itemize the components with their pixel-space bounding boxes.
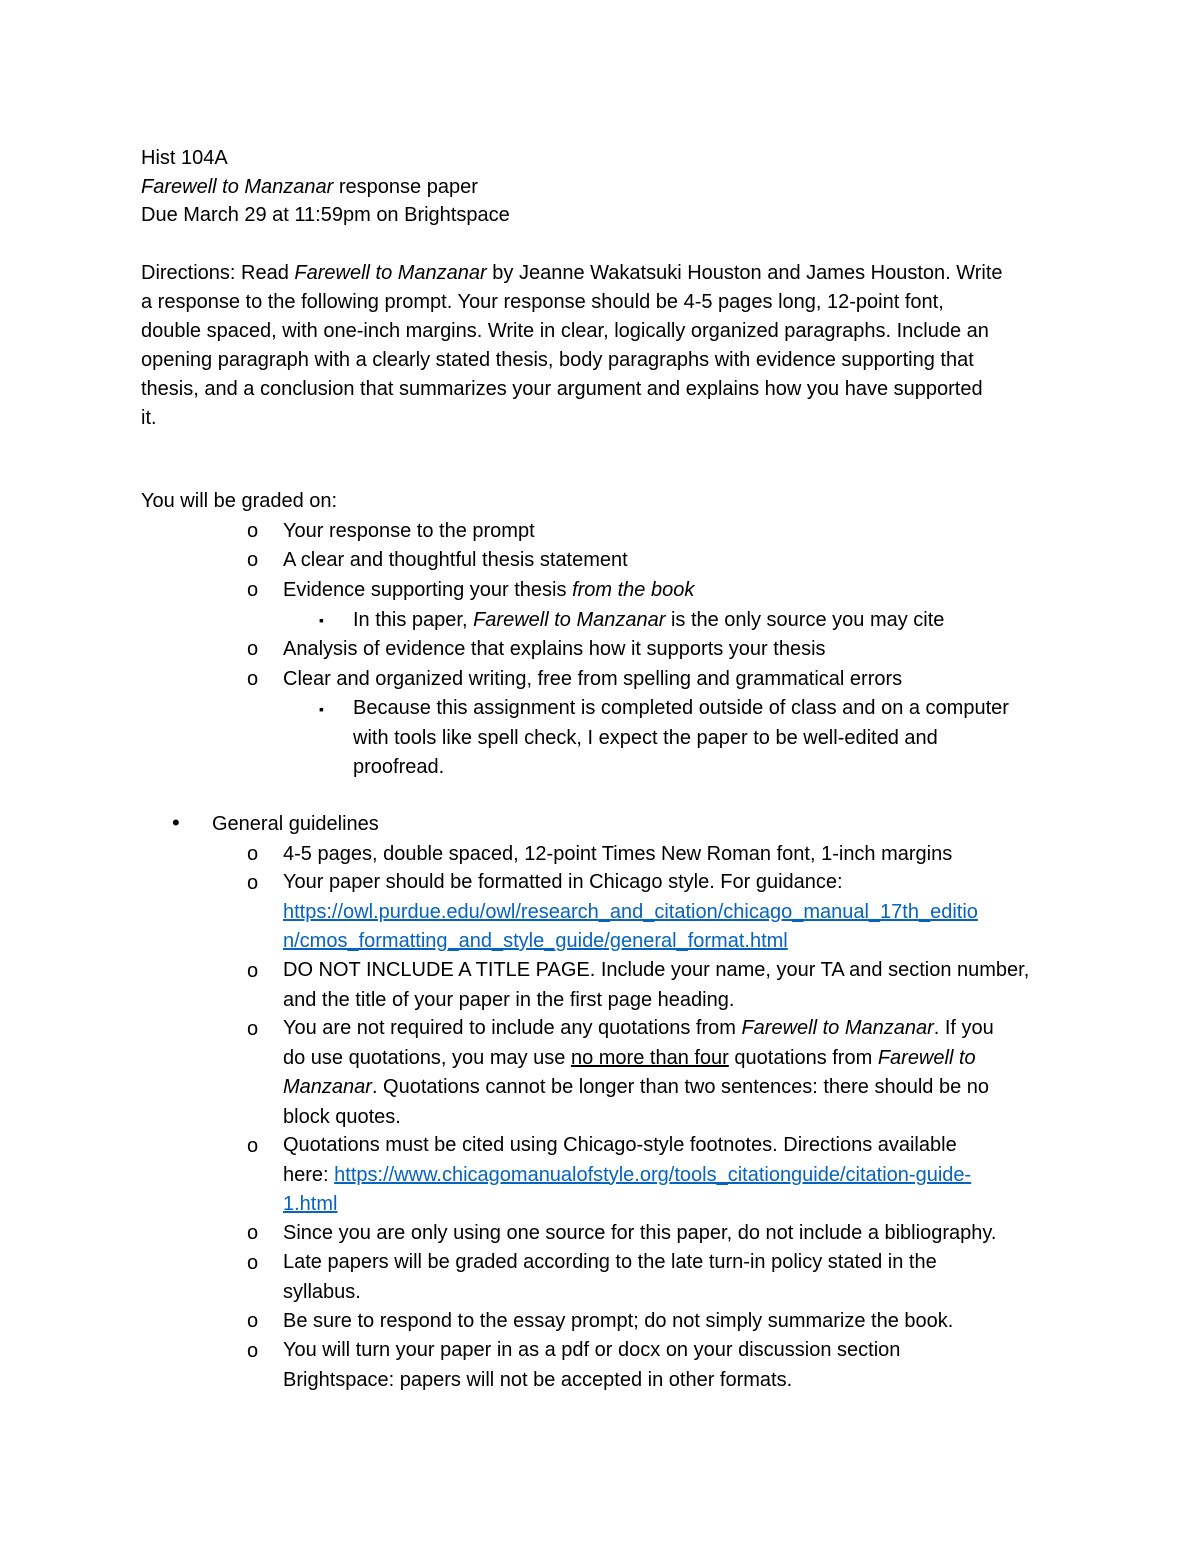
guideline-item — [283, 868, 978, 957]
square-bullet: ▪ — [319, 701, 324, 717]
directions-row: double spaced, with one-inch margins. Write in clear, logically organized paragraphs. Include an — [141, 320, 989, 342]
directions-text: by Jeanne Wakatsuki Houston and James Houston. Write — [486, 262, 1003, 284]
book-title: Farewell to Manzanar — [141, 176, 334, 198]
grading-item-emphasis: from the book — [572, 579, 695, 601]
circle-bullet: o — [247, 1252, 259, 1274]
guideline-row: Quotations must be cited using Chicago-style footnotes. Directions available — [283, 1134, 957, 1156]
book-title: Farewell to Manzanar — [294, 262, 487, 284]
guideline-row — [283, 1190, 971, 1220]
directions-paragraph — [141, 259, 1071, 433]
guideline-text: quotations from — [728, 1046, 878, 1069]
circle-bullet: o — [247, 1018, 259, 1040]
grading-subitem-row: with tools like spell check, I expect the paper to be well-edited and — [353, 726, 938, 749]
grading-subitem — [353, 694, 1009, 783]
chicago-manual-link[interactable]: https://www.chicagomanualofstyle.org/tools_citationguide/citation-guide- — [334, 1163, 972, 1186]
guideline-row: You will turn your paper in as a pdf or docx on your discussion section — [283, 1339, 901, 1361]
circle-bullet: o — [247, 549, 259, 571]
course-code: Hist 104A — [141, 147, 228, 169]
grading-subitem-text: is the only source you may cite — [665, 609, 945, 631]
grading-subitem — [353, 608, 944, 632]
guideline-item — [283, 1014, 994, 1132]
directions-row: it. — [141, 407, 157, 429]
directions-row: a response to the following prompt. Your response should be 4-5 pages long, 12-point font, — [141, 291, 944, 313]
square-bullet: ▪ — [319, 612, 324, 628]
book-title: Farewell to — [877, 1046, 976, 1069]
guideline-row: and the title of your paper in the first page heading. — [283, 988, 735, 1011]
circle-bullet: o — [247, 960, 259, 982]
grading-item: Your response to the prompt — [283, 520, 535, 542]
guidelines-heading: General guidelines — [212, 813, 379, 835]
circle-bullet: o — [247, 1340, 259, 1362]
circle-bullet: o — [247, 520, 259, 542]
underlined-limit: no more than four — [570, 1046, 729, 1069]
guideline-row: Late papers will be graded according to the late turn-in policy stated in the — [283, 1251, 937, 1273]
circle-bullet: o — [247, 872, 259, 894]
book-title: Farewell to Manzanar — [473, 609, 666, 631]
chicago-manual-link[interactable]: 1.html — [283, 1193, 338, 1215]
guideline-item — [283, 1336, 900, 1395]
guideline-row — [283, 1014, 994, 1044]
purdue-owl-link[interactable]: https://owl.purdue.edu/owl/research_and_citation/chicago_manual_17th_editio — [283, 900, 978, 923]
guideline-text: . Quotations cannot be longer than two sentences: there should be no — [371, 1076, 990, 1098]
grading-subitem-row: proofread. — [353, 756, 445, 778]
guideline-item — [283, 1248, 937, 1307]
circle-bullet: o — [247, 668, 259, 690]
book-title: Manzanar — [283, 1076, 372, 1098]
due-date: Due March 29 at 11:59pm on Brightspace — [141, 204, 510, 226]
grading-item: Analysis of evidence that explains how it supports your thesis — [283, 638, 826, 660]
guideline-row: block quotes. — [283, 1105, 401, 1128]
guideline-item — [283, 956, 1029, 1015]
guideline-row — [283, 927, 978, 957]
circle-bullet: o — [247, 843, 259, 865]
circle-bullet: o — [247, 638, 259, 660]
guideline-row — [283, 1073, 994, 1103]
guideline-item: Be sure to respond to the essay prompt; do not simply summarize the book. — [283, 1310, 954, 1332]
grading-subitem-text: In this paper, — [353, 609, 474, 631]
guideline-text: here: — [283, 1163, 335, 1186]
directions-text: Directions: Read — [141, 262, 295, 284]
guideline-row: syllabus. — [283, 1280, 361, 1303]
guideline-text: do use quotations, you may use — [283, 1046, 571, 1069]
grading-item: Clear and organized writing, free from spelling and grammatical errors — [283, 668, 903, 690]
grading-subitem-row: Because this assignment is completed outside of class and on a computer — [353, 697, 1009, 719]
guideline-item: Since you are only using one source for this paper, do not include a bibliography. — [283, 1222, 997, 1244]
round-bullet: • — [172, 810, 180, 835]
assignment-title-rest: response paper — [333, 176, 478, 198]
guideline-row — [283, 898, 978, 928]
directions-row: thesis, and a conclusion that summarizes your argument and explains how you have supported — [141, 378, 983, 400]
guideline-text: . If you — [933, 1017, 994, 1039]
directions-row: opening paragraph with a clearly stated thesis, body paragraphs with evidence supporting that — [141, 349, 974, 371]
guideline-row — [283, 1044, 994, 1074]
circle-bullet: o — [247, 579, 259, 601]
guideline-row: Your paper should be formatted in Chicago style. For guidance: — [283, 871, 843, 893]
book-title: Farewell to Manzanar — [741, 1017, 934, 1039]
guideline-row: Brightspace: papers will not be accepted in other formats. — [283, 1368, 793, 1391]
guideline-row — [283, 1161, 971, 1191]
assignment-title — [141, 175, 478, 199]
directions-row — [141, 259, 1071, 288]
purdue-owl-link[interactable]: n/cmos_formatting_and_style_guide/general_format.html — [283, 930, 788, 952]
grading-item-text: Evidence supporting your thesis — [283, 579, 573, 601]
grading-heading: You will be graded on: — [141, 490, 338, 512]
grading-item: A clear and thoughtful thesis statement — [283, 549, 628, 571]
circle-bullet: o — [247, 1310, 259, 1332]
guideline-text: You are not required to include any quotations from — [283, 1017, 742, 1039]
grading-item — [283, 578, 694, 602]
guideline-row: DO NOT INCLUDE A TITLE PAGE. Include your name, your TA and section number, — [283, 959, 1030, 981]
guideline-item — [283, 1131, 971, 1220]
circle-bullet: o — [247, 1135, 259, 1157]
guideline-item: 4-5 pages, double spaced, 12-point Times New Roman font, 1-inch margins — [283, 843, 953, 865]
circle-bullet: o — [247, 1222, 259, 1244]
